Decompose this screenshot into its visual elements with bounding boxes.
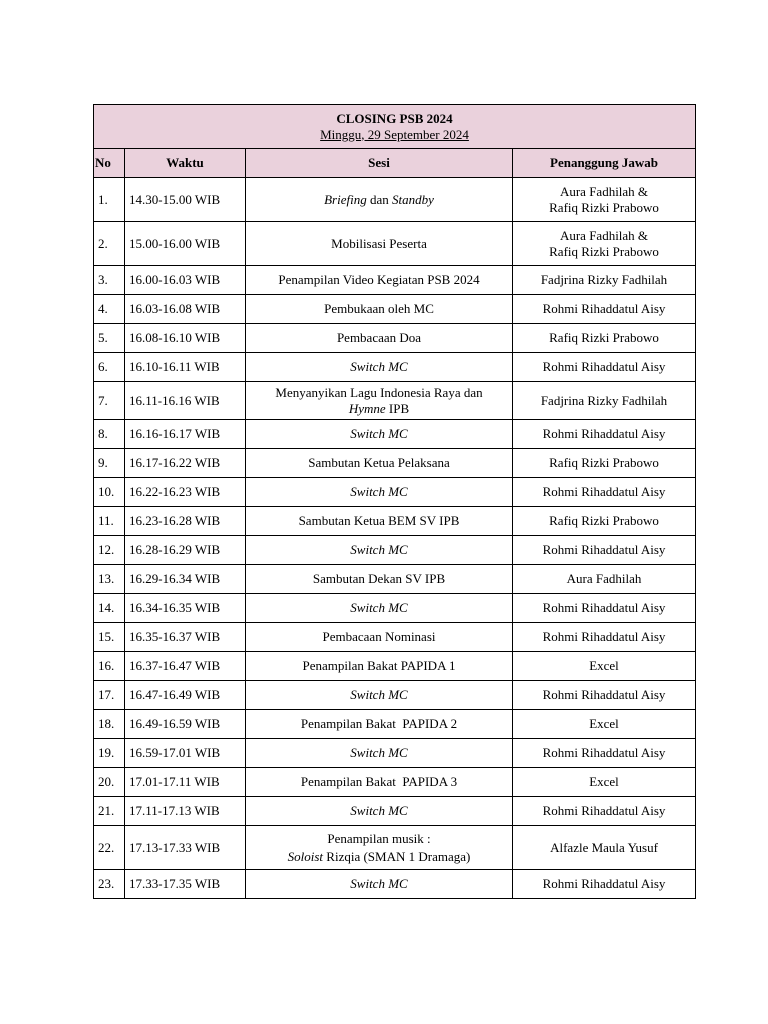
row-time: 17.13-17.33 WIB: [125, 826, 246, 870]
row-person: Rohmi Rihaddatul Aisy: [513, 295, 696, 324]
row-time: 16.00-16.03 WIB: [125, 266, 246, 295]
row-person: Alfazle Maula Yusuf: [513, 826, 696, 870]
row-time: 16.49-16.59 WIB: [125, 710, 246, 739]
table-row: [94, 382, 696, 420]
row-time: 16.47-16.49 WIB: [125, 681, 246, 710]
row-person: Fadjrina Rizky Fadhilah: [513, 382, 696, 420]
row-session: [246, 178, 513, 222]
table-row: [94, 623, 696, 652]
table-row: [94, 222, 696, 266]
row-person: [513, 222, 696, 266]
row-session: Switch MC: [246, 420, 513, 449]
column-header-no: No: [94, 149, 125, 178]
row-time: 16.34-16.35 WIB: [125, 594, 246, 623]
title-row: [94, 105, 696, 149]
row-person: Excel: [513, 768, 696, 797]
table-row: [94, 295, 696, 324]
row-number: 21.: [94, 797, 125, 826]
row-number: 18.: [94, 710, 125, 739]
row-time: 16.35-16.37 WIB: [125, 623, 246, 652]
table-row: [94, 826, 696, 870]
row-number: 14.: [94, 594, 125, 623]
row-person: Excel: [513, 710, 696, 739]
row-session: Switch MC: [246, 870, 513, 899]
row-session: Sambutan Ketua Pelaksana: [246, 449, 513, 478]
row-time: 16.23-16.28 WIB: [125, 507, 246, 536]
row-person: Rohmi Rihaddatul Aisy: [513, 420, 696, 449]
row-time: 16.11-16.16 WIB: [125, 382, 246, 420]
row-session: Sambutan Dekan SV IPB: [246, 565, 513, 594]
table-row: [94, 652, 696, 681]
row-session: Pembacaan Doa: [246, 324, 513, 353]
row-session: Mobilisasi Peserta: [246, 222, 513, 266]
row-number: 19.: [94, 739, 125, 768]
row-time: 16.03-16.08 WIB: [125, 295, 246, 324]
row-time: 16.10-16.11 WIB: [125, 353, 246, 382]
row-session: Switch MC: [246, 681, 513, 710]
column-header-person: Penanggung Jawab: [513, 149, 696, 178]
row-person: Rafiq Rizki Prabowo: [513, 507, 696, 536]
row-person: Rohmi Rihaddatul Aisy: [513, 478, 696, 507]
row-person: Rohmi Rihaddatul Aisy: [513, 870, 696, 899]
table-row: [94, 870, 696, 899]
row-session: [246, 826, 513, 870]
person-line: Aura Fadhilah &: [559, 227, 649, 243]
column-header-row: [94, 149, 696, 178]
row-session: Penampilan Bakat PAPIDA 2: [246, 710, 513, 739]
table-row: [94, 266, 696, 295]
row-person: Rohmi Rihaddatul Aisy: [513, 353, 696, 382]
row-session: Switch MC: [246, 353, 513, 382]
row-number: 1.: [94, 178, 125, 222]
row-number: 13.: [94, 565, 125, 594]
row-number: 23.: [94, 870, 125, 899]
schedule-table: [93, 104, 696, 899]
row-person: Rohmi Rihaddatul Aisy: [513, 739, 696, 768]
row-time: 16.28-16.29 WIB: [125, 536, 246, 565]
row-session: Penampilan Bakat PAPIDA 3: [246, 768, 513, 797]
session-text: Rizqia (SMAN 1 Dramaga): [323, 848, 471, 864]
table-row: [94, 797, 696, 826]
row-time: 16.22-16.23 WIB: [125, 478, 246, 507]
row-number: 20.: [94, 768, 125, 797]
row-number: 15.: [94, 623, 125, 652]
row-session: Switch MC: [246, 797, 513, 826]
title-cell: [94, 105, 696, 149]
person-line: Rafiq Rizki Prabowo: [549, 243, 659, 259]
row-time: 16.29-16.34 WIB: [125, 565, 246, 594]
row-time: 16.59-17.01 WIB: [125, 739, 246, 768]
row-time: 17.33-17.35 WIB: [125, 870, 246, 899]
table-row: [94, 353, 696, 382]
row-session: Pembukaan oleh MC: [246, 295, 513, 324]
row-time: 16.08-16.10 WIB: [125, 324, 246, 353]
column-header-time: Waktu: [125, 149, 246, 178]
row-person: Rohmi Rihaddatul Aisy: [513, 623, 696, 652]
session-text-italic: Soloist: [287, 848, 324, 864]
session-text: dan: [366, 191, 392, 207]
row-person: Rohmi Rihaddatul Aisy: [513, 797, 696, 826]
table-row: [94, 565, 696, 594]
row-session: [246, 382, 513, 420]
row-session: Switch MC: [246, 594, 513, 623]
row-session: Switch MC: [246, 739, 513, 768]
session-text: IPB: [385, 400, 410, 416]
column-header-session: Sesi: [246, 149, 513, 178]
row-session: Switch MC: [246, 478, 513, 507]
row-person: Aura Fadhilah: [513, 565, 696, 594]
row-time: 14.30-15.00 WIB: [125, 178, 246, 222]
table-row: [94, 178, 696, 222]
row-person: Rafiq Rizki Prabowo: [513, 449, 696, 478]
table-row: [94, 420, 696, 449]
session-text-italic: Hymne: [348, 400, 386, 416]
row-number: 6.: [94, 353, 125, 382]
table-row: [94, 681, 696, 710]
row-session: Penampilan Bakat PAPIDA 1: [246, 652, 513, 681]
row-session: Sambutan Ketua BEM SV IPB: [246, 507, 513, 536]
table-row: [94, 324, 696, 353]
row-number: 8.: [94, 420, 125, 449]
row-person: Excel: [513, 652, 696, 681]
table-row: [94, 449, 696, 478]
session-text-italic: Standby: [392, 191, 434, 207]
row-number: 5.: [94, 324, 125, 353]
row-person: Rohmi Rihaddatul Aisy: [513, 681, 696, 710]
session-text: Penampilan musik :: [327, 830, 431, 846]
event-date: Minggu, 29 September 2024: [320, 126, 469, 142]
row-time: 16.37-16.47 WIB: [125, 652, 246, 681]
row-number: 11.: [94, 507, 125, 536]
row-person: [513, 178, 696, 222]
table-row: [94, 536, 696, 565]
row-person: Rafiq Rizki Prabowo: [513, 324, 696, 353]
row-person: Rohmi Rihaddatul Aisy: [513, 594, 696, 623]
row-number: 4.: [94, 295, 125, 324]
row-number: 16.: [94, 652, 125, 681]
table-row: [94, 739, 696, 768]
row-number: 9.: [94, 449, 125, 478]
row-time: 16.16-16.17 WIB: [125, 420, 246, 449]
table-row: [94, 594, 696, 623]
row-number: 2.: [94, 222, 125, 266]
person-line: Aura Fadhilah &: [559, 183, 649, 199]
row-number: 3.: [94, 266, 125, 295]
row-number: 22.: [94, 826, 125, 870]
row-person: Fadjrina Rizky Fadhilah: [513, 266, 696, 295]
document-title: CLOSING PSB 2024: [336, 110, 453, 126]
row-number: 17.: [94, 681, 125, 710]
row-time: 17.01-17.11 WIB: [125, 768, 246, 797]
table-row: [94, 478, 696, 507]
row-time: 16.17-16.22 WIB: [125, 449, 246, 478]
person-line: Rafiq Rizki Prabowo: [549, 199, 659, 215]
row-session: Pembacaan Nominasi: [246, 623, 513, 652]
row-time: 15.00-16.00 WIB: [125, 222, 246, 266]
row-session: Penampilan Video Kegiatan PSB 2024: [246, 266, 513, 295]
row-time: 17.11-17.13 WIB: [125, 797, 246, 826]
row-session: Switch MC: [246, 536, 513, 565]
row-number: 7.: [94, 382, 125, 420]
table-row: [94, 768, 696, 797]
table-row: [94, 507, 696, 536]
row-number: 12.: [94, 536, 125, 565]
session-text: Menyanyikan Lagu Indonesia Raya dan: [275, 384, 483, 400]
row-person: Rohmi Rihaddatul Aisy: [513, 536, 696, 565]
table-row: [94, 710, 696, 739]
row-number: 10.: [94, 478, 125, 507]
session-text-italic: Briefing: [324, 191, 367, 207]
